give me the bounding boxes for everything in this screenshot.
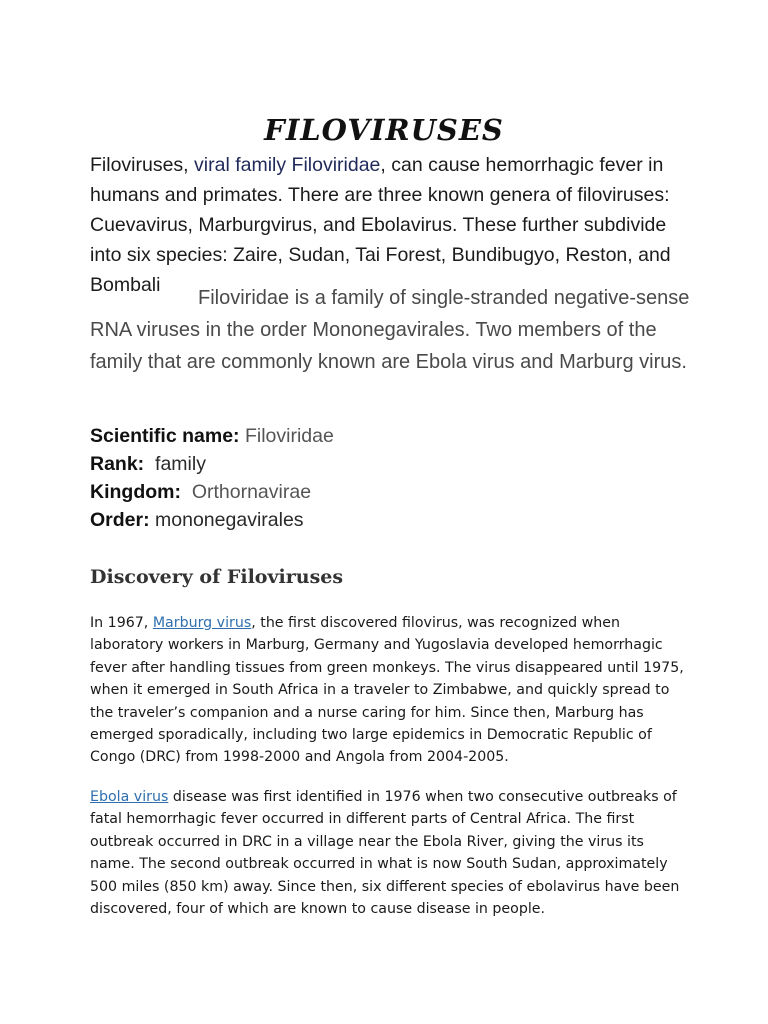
- fact-label: Order:: [90, 509, 150, 531]
- fact-label: Kingdom:: [90, 481, 181, 503]
- description-text: Filoviridae is a family of single-stranded negative-sense RNA viruses in the order Mononegavirales. Two members of the family that are commonly known are Ebola virus and Marburg virus.: [90, 287, 690, 373]
- paragraph-text: disease was first identified in 1976 when two consecutive outbreaks of fatal hemorrhagic fever occurred in different parts of Central Africa. The first outbreak occurred in DRC in a village near the Ebola River, giving the virus its name. The second outbreak occurred in what is now South Sudan, approximately 500 miles (850 km) away. Since then, six different species of ebolavirus have been discovered, four of which are known to cause disease in people.: [90, 789, 680, 918]
- description-paragraph: [90, 282, 690, 378]
- fact-row-order: [90, 506, 690, 534]
- taxonomy-facts: [90, 422, 690, 534]
- fact-value: Filoviridae: [244, 425, 334, 447]
- paragraph-prefix: In 1967,: [90, 615, 153, 631]
- ebola-virus-link[interactable]: Ebola virus: [90, 789, 169, 805]
- fact-label: Scientific name:: [90, 425, 240, 447]
- fact-row-scientific-name: [90, 422, 690, 450]
- intro-term: viral family Filoviridae: [194, 154, 381, 176]
- fact-value: Orthornavirae: [191, 481, 312, 503]
- fact-row-rank: [90, 450, 690, 478]
- intro-paragraph: [90, 150, 690, 300]
- fact-label: Rank:: [90, 453, 145, 475]
- ebola-paragraph: [90, 786, 690, 920]
- fact-row-kingdom: [90, 478, 690, 506]
- fact-value: family: [155, 453, 206, 475]
- page-title: FILOVIRUSES: [264, 113, 504, 148]
- intro-text-start: Filoviruses,: [90, 154, 195, 176]
- fact-value: mononegavirales: [155, 509, 304, 531]
- section-heading: Discovery of Filoviruses: [90, 566, 344, 588]
- marburg-paragraph: [90, 612, 690, 769]
- marburg-virus-link[interactable]: Marburg virus: [152, 615, 252, 631]
- paragraph-text: , the first discovered filovirus, was recognized when laboratory workers in Marburg, Germany and Yugoslavia developed hemorrhagic fever after handling tissues from green monkeys. The virus disappeared until 1975, when it emerged in South Africa in a traveler to Zimbabwe, and quickly spread to the traveler’s companion and a nurse caring for him. Since then, Marburg has emerged sporadically, including two large epidemics in Democratic Republic of Congo (DRC) from 1998-2000 and Angola from 2004-2005.: [90, 615, 684, 766]
- intro-text-end: , can cause hemorrhagic fever in humans and primates. There are three known genera of filoviruses: Cuevavirus, Marburgvirus, and Ebolavirus. These further subdivide into six species: Zaire, Sudan, Tai Forest, Bundibugyo, Reston, and Bombali: [90, 154, 671, 296]
